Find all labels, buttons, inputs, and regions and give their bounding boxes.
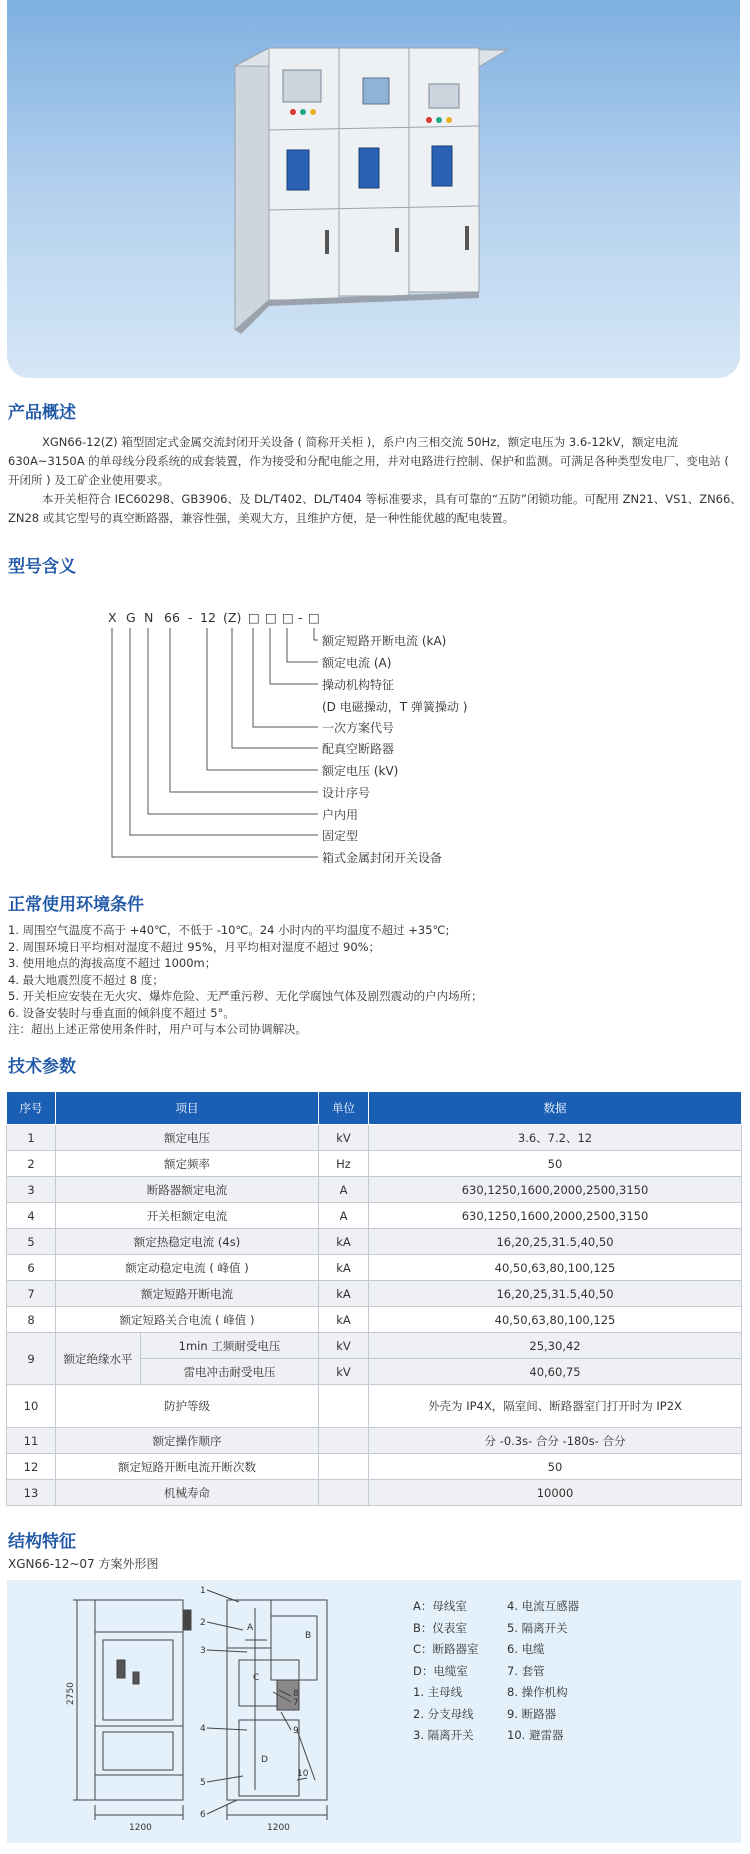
- overview-paragraph-1: XGN66-12(Z) 箱型固定式金属交流封闭开关设备 ( 简称开关柜 )，系户内三相交流 50Hz，额定电压为 3.6-12kV，额定电流 630A~3150A 的单母线分段系统的成套装置，作为接受和分配电能之用，并对电路进行控制、保护和监测。可满足各种类型发电厂、变电站 ( 开闭所 ) 及工矿企业使用要求。: [8, 435, 729, 487]
- model-label: 配真空断路器: [322, 742, 395, 756]
- callout-10: 10: [297, 1769, 309, 1779]
- condition-item: 4. 最大地震烈度不超过 8 度；: [8, 972, 164, 987]
- cell-item: 额定短路开断电流: [56, 1281, 319, 1307]
- model-label: 设计序号: [322, 786, 371, 800]
- height-dimension: 2750: [66, 1682, 76, 1705]
- callout-1: 1: [200, 1586, 206, 1596]
- legend-item: 10. 避雷器: [507, 1728, 564, 1742]
- cell-subitem: 1min 工频耐受电压: [141, 1333, 319, 1359]
- table-row: [7, 1428, 742, 1454]
- table-row: [7, 1454, 742, 1480]
- model-label: 一次方案代号: [322, 721, 395, 735]
- cell-item: 额定短路开断电流开断次数: [56, 1454, 319, 1480]
- cell-data: 40,50,63,80,100,125: [369, 1255, 742, 1281]
- code-char: -: [188, 610, 193, 625]
- cell-no: 9: [7, 1333, 56, 1385]
- cell-data: 外壳为 IP4X，隔室间、断路器室门打开时为 IP2X: [369, 1385, 742, 1428]
- cell-data: 40,50,63,80,100,125: [369, 1307, 742, 1333]
- table-row: [7, 1281, 742, 1307]
- cell-unit: [319, 1480, 369, 1506]
- cell-item: 机械寿命: [56, 1480, 319, 1506]
- model-label: (D 电磁操动，T 弹簧操动 ): [322, 700, 468, 714]
- compartment-b: B: [305, 1631, 312, 1641]
- conditions-heading: 正常使用环境条件: [8, 895, 144, 915]
- cell-data: 10000: [369, 1480, 742, 1506]
- table-header-row: [7, 1092, 742, 1125]
- callout-6: 6: [200, 1810, 206, 1820]
- legend-item: C：断路器室: [413, 1642, 479, 1656]
- params-table: [6, 1091, 742, 1506]
- structure-subtitle: XGN66-12~07 方案外形图: [8, 1557, 159, 1571]
- cell-no: 1: [7, 1125, 56, 1151]
- table-row: [7, 1333, 742, 1359]
- condition-item: 2. 周围环境日平均相对湿度不超过 95%，月平均相对湿度不超过 90%；: [8, 939, 381, 954]
- cell-no: 5: [7, 1229, 56, 1255]
- cell-item: 额定频率: [56, 1151, 319, 1177]
- cell-data: 分 -0.3s- 合分 -180s- 合分: [369, 1428, 742, 1454]
- callout-5: 5: [200, 1778, 206, 1788]
- cell-no: 2: [7, 1151, 56, 1177]
- callout-3: 3: [200, 1646, 206, 1656]
- cell-no: 12: [7, 1454, 56, 1480]
- legend-item: A：母线室: [413, 1599, 467, 1613]
- code-char: X: [108, 610, 117, 625]
- cell-data: 25,30,42: [369, 1333, 742, 1359]
- table-row: [7, 1255, 742, 1281]
- condition-item: 5. 开关柜应安装在无火灾、爆炸危险、无严重污秽、无化学腐蚀气体及剧烈震动的户内场所；: [8, 989, 483, 1003]
- code-char: □: [248, 610, 260, 625]
- model-label: 额定电压 (kV): [322, 764, 399, 778]
- legend-item: 8. 操作机构: [507, 1685, 568, 1699]
- compartment-c: C: [253, 1673, 260, 1683]
- model-code-diagram: [108, 610, 588, 870]
- cell-item: 断路器额定电流: [56, 1177, 319, 1203]
- cell-item: 额定操作顺序: [56, 1428, 319, 1454]
- compartment-a: A: [247, 1623, 254, 1633]
- legend-item: 9. 断路器: [507, 1706, 557, 1721]
- cell-unit: [319, 1454, 369, 1480]
- condition-item: 1. 周围空气温度不高于 +40℃，不低于 -10℃。24 小时内的平均温度不超过 +35℃;: [8, 923, 450, 937]
- cell-data: 630,1250,1600,2000,2500,3150: [369, 1177, 742, 1203]
- cell-item: 防护等级: [56, 1385, 319, 1428]
- overview-text: [8, 433, 742, 528]
- cell-unit: A: [319, 1203, 369, 1229]
- code-char: G: [126, 610, 136, 625]
- front-width-dimension: 1200: [129, 1823, 152, 1833]
- condition-item: 6. 设备安装时与垂直面的倾斜度不超过 5°。: [8, 1005, 235, 1020]
- legend-item: B：仪表室: [413, 1620, 467, 1635]
- compartment-d: D: [261, 1755, 268, 1765]
- cell-data: 16,20,25,31.5,40,50: [369, 1281, 742, 1307]
- model-heading: 型号含义: [8, 557, 76, 577]
- code-char: □: [282, 610, 294, 625]
- callout-2: 2: [200, 1618, 206, 1628]
- legend-item: 1. 主母线: [413, 1685, 463, 1699]
- cell-item: 开关柜额定电流: [56, 1203, 319, 1229]
- code-char: N: [144, 610, 154, 625]
- cell-no: 4: [7, 1203, 56, 1229]
- structure-heading: 结构特征: [8, 1532, 76, 1552]
- cell-no: 13: [7, 1480, 56, 1506]
- table-row: [7, 1480, 742, 1506]
- condition-note: 注：超出上述正常使用条件时，用户可与本公司协调解决。: [8, 1022, 307, 1036]
- header-no: 序号: [7, 1092, 56, 1125]
- legend-item: 3. 隔离开关: [413, 1728, 474, 1742]
- product-hero-image: [7, 0, 740, 378]
- cell-unit: A: [319, 1177, 369, 1203]
- header-data: 数据: [369, 1092, 742, 1125]
- cell-unit: kA: [319, 1281, 369, 1307]
- callout-4: 4: [200, 1724, 206, 1734]
- condition-item: 3. 使用地点的海拔高度不超过 1000m；: [8, 956, 217, 970]
- legend-item: 4. 电流互感器: [507, 1599, 580, 1613]
- callout-9: 9: [293, 1726, 299, 1736]
- overview-paragraph-2: 本开关柜符合 IEC60298、GB3906、及 DL/T402、DL/T404 等标准要求，具有可靠的“五防”闭锁功能。可配用 ZN21、VS1、ZN66、ZN28 或其它型号的真空断路器，兼容性强，美观大方，且维护方便，是一种性能优越的配电装置。: [8, 492, 742, 525]
- model-label: 额定短路开断电流 (kA): [322, 634, 447, 648]
- model-label: 额定电流 (A): [322, 656, 392, 670]
- cell-no: 10: [7, 1385, 56, 1428]
- model-label: 户内用: [322, 808, 359, 822]
- cell-unit: [319, 1428, 369, 1454]
- overview-heading: 产品概述: [8, 403, 76, 423]
- cell-subitem: 雷电冲击耐受电压: [141, 1359, 319, 1385]
- cell-data: 630,1250,1600,2000,2500,3150: [369, 1203, 742, 1229]
- cell-data: 16,20,25,31.5,40,50: [369, 1229, 742, 1255]
- table-row: [7, 1203, 742, 1229]
- cell-item: 额定热稳定电流 (4s): [56, 1229, 319, 1255]
- code-char: □: [308, 610, 320, 625]
- model-label: 固定型: [322, 829, 359, 843]
- cell-unit: [319, 1385, 369, 1428]
- cell-unit: Hz: [319, 1151, 369, 1177]
- header-unit: 单位: [319, 1092, 369, 1125]
- cell-no: 7: [7, 1281, 56, 1307]
- switchgear-cabinet-illustration: [7, 0, 740, 378]
- legend-item: 6. 电缆: [507, 1642, 545, 1656]
- callout-7: 7: [293, 1698, 299, 1708]
- legend-item: 2. 分支母线: [413, 1706, 474, 1721]
- table-row: [7, 1229, 742, 1255]
- cell-data: 3.6、7.2、12: [369, 1125, 742, 1151]
- code-char: □: [265, 610, 277, 625]
- legend-item: D：电缆室: [413, 1663, 468, 1678]
- switchgear-outline-drawing: [7, 1580, 741, 1843]
- cell-no: 8: [7, 1307, 56, 1333]
- cell-no: 3: [7, 1177, 56, 1203]
- cell-unit: kV: [319, 1359, 369, 1385]
- cell-item: 额定短路关合电流 ( 峰值 ): [56, 1307, 319, 1333]
- table-row: [7, 1385, 742, 1428]
- params-heading: 技术参数: [8, 1057, 76, 1077]
- legend-item: 7. 套管: [507, 1663, 545, 1678]
- cell-item: 额定电压: [56, 1125, 319, 1151]
- structure-diagram-panel: [7, 1580, 741, 1843]
- header-item: 项目: [56, 1092, 319, 1125]
- cell-unit: kA: [319, 1255, 369, 1281]
- cell-item: 额定绝缘水平: [56, 1333, 141, 1385]
- legend-left: [413, 1596, 479, 1747]
- table-row: [7, 1177, 742, 1203]
- legend-right: [507, 1596, 579, 1747]
- cell-data: 50: [369, 1454, 742, 1480]
- cell-unit: kA: [319, 1229, 369, 1255]
- code-char: -: [298, 610, 303, 625]
- model-label: 箱式金属封闭开关设备: [322, 851, 443, 865]
- cell-data: 50: [369, 1151, 742, 1177]
- code-char: (Z): [223, 610, 242, 625]
- cell-unit: kV: [319, 1125, 369, 1151]
- model-label: 操动机构特征: [322, 678, 395, 692]
- callout-8: 8: [293, 1689, 299, 1699]
- table-row: [7, 1125, 742, 1151]
- code-char: 12: [200, 610, 216, 625]
- cell-unit: kV: [319, 1333, 369, 1359]
- legend-item: 5. 隔离开关: [507, 1620, 568, 1635]
- cell-no: 11: [7, 1428, 56, 1454]
- table-row: [7, 1307, 742, 1333]
- cell-no: 6: [7, 1255, 56, 1281]
- cell-data: 40,60,75: [369, 1359, 742, 1385]
- conditions-list: [8, 922, 483, 1038]
- table-row: [7, 1151, 742, 1177]
- code-char: 66: [164, 610, 180, 625]
- cell-unit: kA: [319, 1307, 369, 1333]
- cell-item: 额定动稳定电流 ( 峰值 ): [56, 1255, 319, 1281]
- side-width-dimension: 1200: [267, 1823, 290, 1833]
